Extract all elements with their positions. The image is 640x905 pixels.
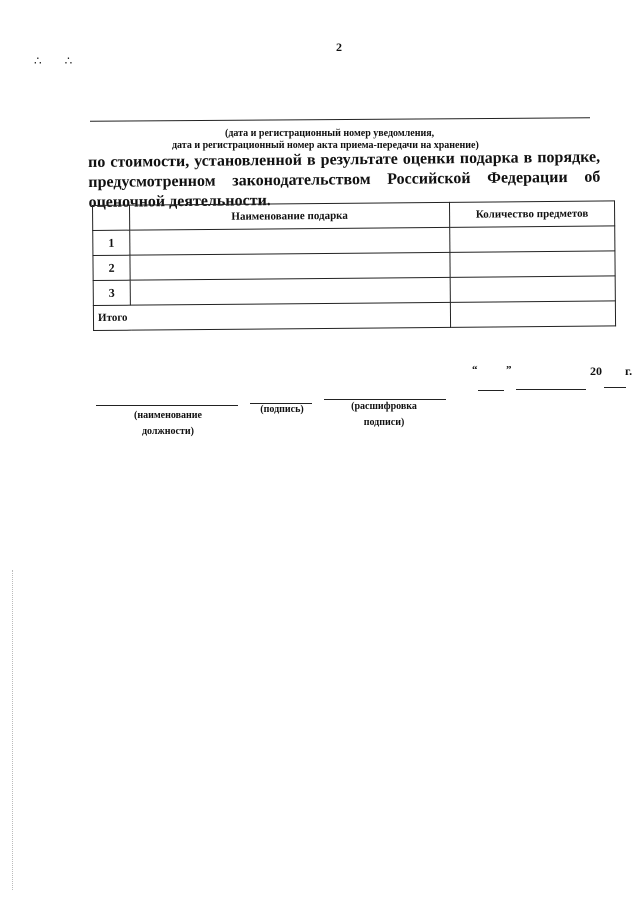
signature-label: (подпись) [260, 404, 304, 415]
total-label: Итого [93, 302, 450, 330]
notification-caption-line1: (дата и регистрационный номер уведомления, [225, 128, 435, 139]
decryption-label: (расшифровка подписи) [351, 401, 417, 428]
scan-specks: ∴ ∴ [34, 54, 83, 68]
date-year-suffix: г. [625, 364, 633, 378]
position-label: (наименование должности) [134, 410, 202, 437]
row-number: 1 [93, 230, 130, 255]
row-gift-name[interactable] [130, 227, 450, 255]
row-number: 3 [93, 280, 130, 305]
header-gift-name: Наименование подарка [130, 202, 450, 230]
header-quantity: Количество предметов [449, 201, 614, 227]
date-day-underline[interactable] [478, 390, 504, 391]
notification-underline [90, 117, 590, 121]
row-quantity[interactable] [450, 251, 615, 277]
date-year-underline[interactable] [604, 387, 626, 388]
position-underline[interactable] [96, 405, 238, 406]
valuation-paragraph: по стоимости, установленной в результате оценки подарка в порядке, предусмотренном законодательством Российской Федерации об оценочной деятельности. [88, 148, 601, 211]
gift-table [92, 200, 616, 331]
row-quantity[interactable] [450, 226, 615, 252]
row-gift-name[interactable] [130, 277, 450, 305]
row-number: 2 [93, 255, 130, 280]
table-total-row [93, 301, 615, 331]
page-number: 2 [336, 40, 342, 54]
date-month-underline[interactable] [516, 389, 586, 390]
date-year-prefix: 20 [590, 364, 602, 378]
scan-binding-edge [12, 570, 14, 890]
notification-caption-line2: дата и регистрационный номер акта приема-передачи на хранение) [172, 140, 479, 151]
row-quantity[interactable] [450, 276, 615, 302]
row-gift-name[interactable] [130, 252, 450, 280]
date-open-quote: “ [472, 364, 478, 376]
date-close-quote: ” [506, 364, 512, 376]
header-number [93, 205, 130, 230]
total-quantity[interactable] [450, 301, 615, 327]
